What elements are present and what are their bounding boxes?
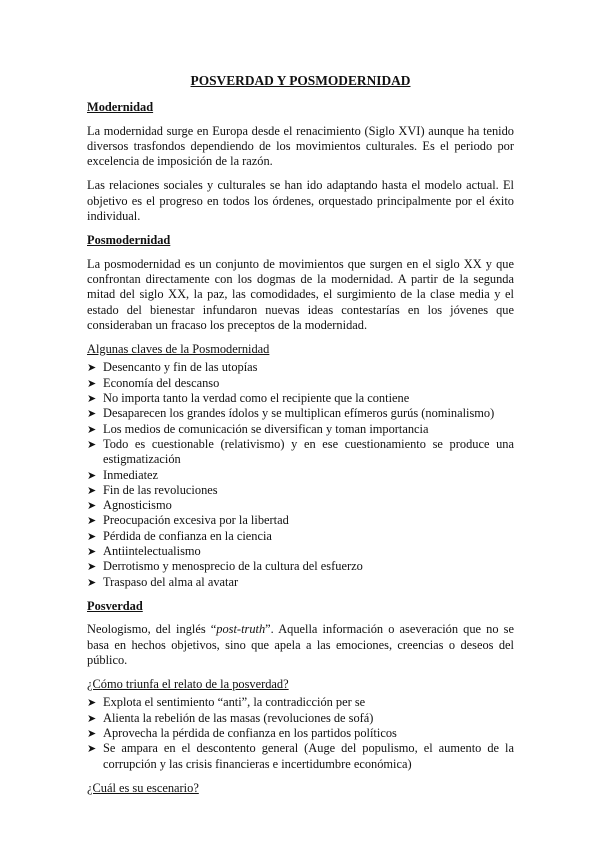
list-item [87,559,514,574]
list-item [87,513,514,528]
arrowhead-right-icon: ➤ [87,545,97,559]
arrowhead-right-icon: ➤ [87,422,97,436]
heading-modernidad: Modernidad [87,100,154,115]
list-item-text: Aprovecha la pérdida de confianza en los partidos políticos [103,725,397,740]
list-item [87,483,514,498]
list-item [87,422,514,437]
list-item-text: Inmediatez [103,467,159,482]
list-item-text: Derrotismo y menosprecio de la cultura del esfuerzo [103,559,363,574]
paragraph-posmodernidad: La posmodernidad es un conjunto de movimientos que surgen en el siglo XX y que confrontan directamente con los dogmas de la modernidad. A partir de la segunda mitad del siglo XX, la paz, las comodidades, el surgimiento de la clase media y el estado del bienestar infundaron nuevas ideas contestarías en los jóvenes que consideraban un fracaso los preceptos de la modernidad. [87,256,514,332]
list-item-text: Preocupación excesiva por la libertad [103,513,289,528]
list-item-text: No importa tanto la verdad como el recipiente que la contiene [103,391,410,406]
list-item-text: Explota el sentimiento “anti”, la contradicción per se [103,695,366,710]
list-item [87,575,514,590]
list-item [87,711,514,726]
document-body [87,73,514,799]
arrowhead-right-icon: ➤ [87,483,97,497]
list-item [87,360,514,375]
paragraph-modernidad-1: La modernidad surge en Europa desde el renacimiento (Siglo XVI) aunque ha tenido diversos trasfondos dependiendo de los movimientos culturales. Es el periodo por excelencia de imposición de la razón. [87,123,514,169]
list-item-text: Alienta la rebelión de las masas (revoluciones de sofá) [103,710,374,725]
list-item [87,529,514,544]
list-item [87,406,514,421]
list-item [87,726,514,741]
list-item [87,468,514,483]
como-triunfa-list [87,695,514,771]
list-item [87,376,514,391]
heading-posmodernidad: Posmodernidad [87,233,171,248]
paragraph-modernidad-2: Las relaciones sociales y culturales se han ido adaptando hasta el modelo actual. El objetivo es el progreso en todos los órdenes, orquestado principalmente por el éxito individual. [87,178,514,224]
posverdad-term: post-truth [216,622,266,637]
list-item-text: Desencanto y fin de las utopías [103,360,258,375]
arrowhead-right-icon: ➤ [87,726,97,740]
posverdad-intro-after: ”. Aquella información o aseveración que no se basa en hechos objetivos, sino que apela a las emociones, creencias o deseos del público. [87,622,514,667]
list-item-text: Fin de las revoluciones [103,482,218,497]
arrowhead-right-icon: ➤ [87,392,97,406]
arrowhead-right-icon: ➤ [87,499,97,513]
list-item [87,498,514,513]
claves-list [87,360,514,589]
arrowhead-right-icon: ➤ [87,437,97,451]
arrowhead-right-icon: ➤ [87,696,97,710]
arrowhead-right-icon: ➤ [87,514,97,528]
subheading-claves: Algunas claves de la Posmodernidad [87,342,270,357]
list-item [87,741,514,772]
arrowhead-right-icon: ➤ [87,560,97,574]
list-item [87,544,514,559]
list-item-text: Desaparecen los grandes ídolos y se multiplican efímeros gurús (nominalismo) [103,406,495,421]
list-item-text: Se ampara en el descontento general (Auge del populismo, el aumento de la corrupción y las crisis financieras e incertidumbre económica) [103,741,514,771]
paragraph-posverdad [87,622,514,668]
posverdad-intro-before: Neologismo, del inglés “ [87,622,217,637]
heading-posverdad: Posverdad [87,598,143,613]
subheading-como-triunfa: ¿Cómo triunfa el relato de la posverdad? [87,677,289,692]
arrowhead-right-icon: ➤ [87,361,97,375]
list-item-text: Traspaso del alma al avatar [103,574,239,589]
list-item-text: Antiintelectualismo [103,544,201,559]
list-item [87,437,514,468]
document-title: POSVERDAD Y POSMODERNIDAD [190,73,411,88]
arrowhead-right-icon: ➤ [87,407,97,421]
arrowhead-right-icon: ➤ [87,575,97,589]
arrowhead-right-icon: ➤ [87,468,97,482]
arrowhead-right-icon: ➤ [87,376,97,390]
list-item [87,695,514,710]
list-item-text: Pérdida de confianza en la ciencia [103,528,272,543]
arrowhead-right-icon: ➤ [87,529,97,543]
list-item-text: Todo es cuestionable (relativismo) y en ese cuestionamiento se produce una estigmatización [103,436,514,467]
arrowhead-right-icon: ➤ [87,711,97,725]
list-item-text: Agnosticismo [103,498,172,513]
list-item-text: Economía del descanso [103,375,220,390]
subheading-escenario: ¿Cuál es su escenario? [87,780,199,795]
list-item-text: Los medios de comunicación se diversifican y toman importancia [103,421,429,436]
arrowhead-right-icon: ➤ [87,742,97,756]
list-item [87,391,514,406]
